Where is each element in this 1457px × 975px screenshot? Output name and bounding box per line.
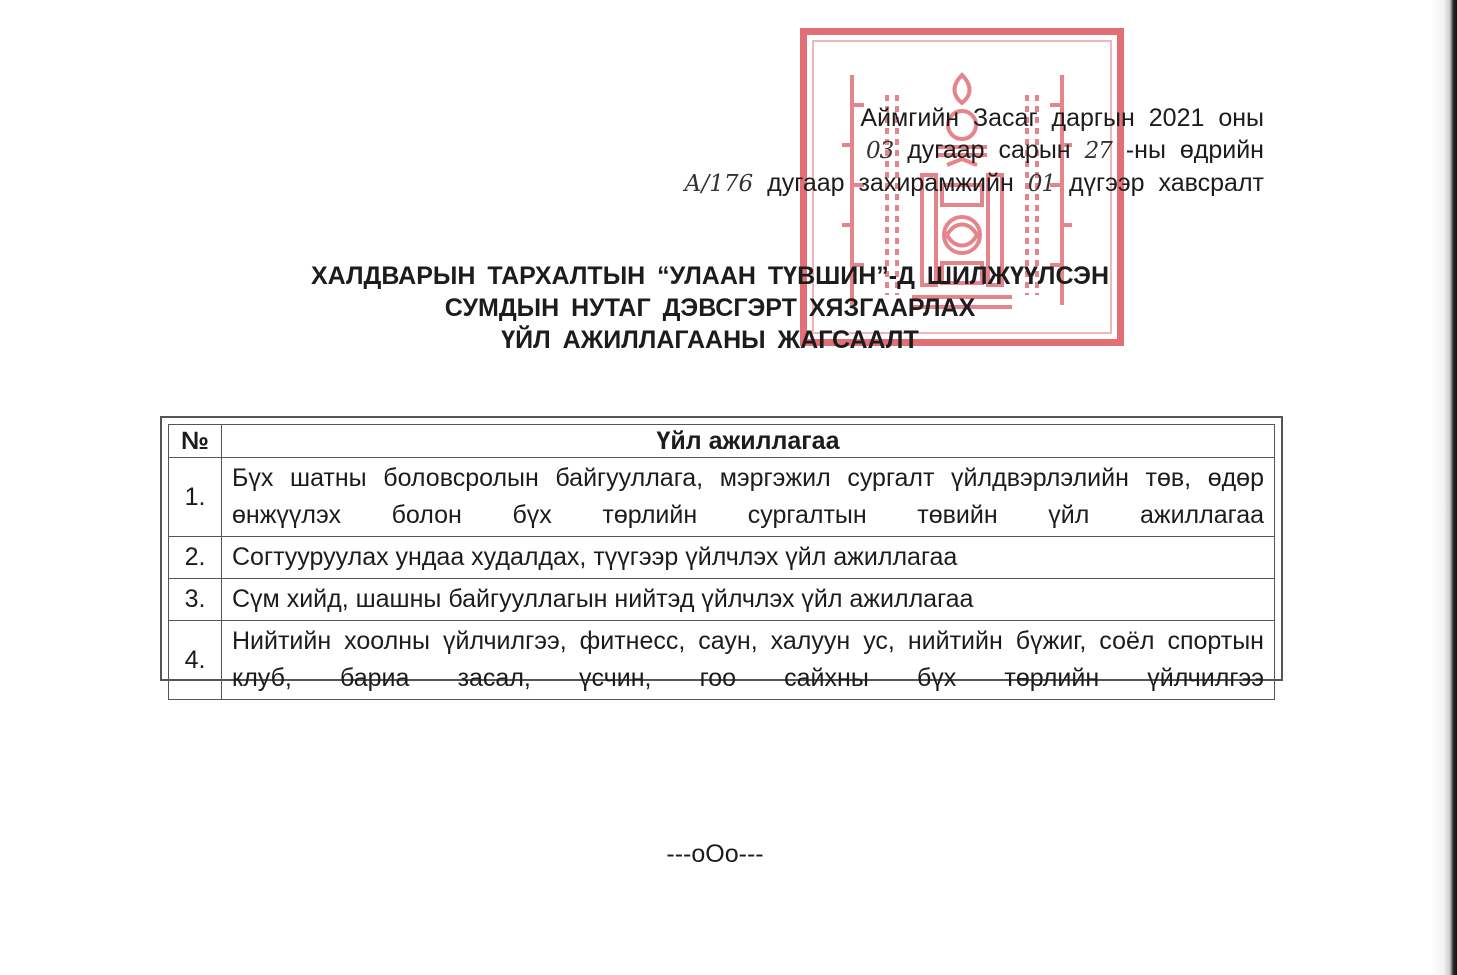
row-activity: Бүх шатны боловсролын байгууллага, мэргэжил сургалт үйлдвэрлэлийн төв, өдөр өнжүүлэх болон бүх төрлийн сургалтын төвийн үйл ажиллагаа <box>222 458 1275 537</box>
table-header-row <box>169 425 1275 458</box>
table-row <box>169 537 1275 579</box>
header-line-2-suffix: -ны өдрийн <box>1125 136 1264 164</box>
row-number: 1. <box>169 458 222 537</box>
document-title <box>270 260 1150 356</box>
column-header-number: № <box>169 425 222 458</box>
table-row <box>169 458 1275 537</box>
header-line-3-text: дугаар захирамжийн <box>767 169 1014 197</box>
header-line-3-suffix: дүгээр хавсралт <box>1068 169 1264 197</box>
handwritten-order-number: А/176 <box>684 171 754 197</box>
handwritten-day: 27 <box>1084 138 1112 164</box>
table-row <box>169 621 1275 700</box>
header-line-2 <box>684 134 1264 167</box>
page-edge <box>1445 0 1457 975</box>
header-line-2-text: дугаар сарын <box>907 136 1071 164</box>
header-line-3 <box>684 167 1264 200</box>
row-activity: Сүм хийд, шашны байгууллагын нийтэд үйлчлэх үйл ажиллагаа <box>222 579 1275 621</box>
page-shadow <box>1431 0 1445 975</box>
row-number: 3. <box>169 579 222 621</box>
appendix-reference <box>684 102 1264 200</box>
table-row <box>169 579 1275 621</box>
handwritten-appendix-number: 01 <box>1027 171 1055 197</box>
row-number: 4. <box>169 621 222 700</box>
title-line-2: СУМДЫН НУТАГ ДЭВСГЭРТ ХЯЗГААРЛАХ <box>444 294 976 322</box>
title-line-3: ҮЙЛ АЖИЛЛАГААНЫ ЖАГСААЛТ <box>501 326 919 354</box>
activities-table <box>160 416 1283 692</box>
title-line-1: ХАЛДВАРЫН ТАРХАЛТЫН “УЛААН ТҮВШИН”-Д ШИЛЖҮҮЛСЭН <box>310 262 1110 290</box>
column-header-activity: Үйл ажиллагаа <box>222 425 1275 458</box>
row-activity: Нийтийн хоолны үйлчилгээ, фитнесс, саун, халуун ус, нийтийн бүжиг, соёл спортын клуб, бариа засал, үсчин, гоо сайхны бүх төрлийн үйлчилгээ <box>222 621 1275 700</box>
end-of-document-mark: ---oOo--- <box>666 840 764 868</box>
row-number: 2. <box>169 537 222 579</box>
row-activity: Согтууруулах ундаа худалдах, түүгээр үйлчлэх үйл ажиллагаа <box>222 537 1275 579</box>
handwritten-month: 03 <box>865 138 894 164</box>
header-line-1: Аймгийн Засаг даргын 2021 оны <box>860 104 1264 132</box>
